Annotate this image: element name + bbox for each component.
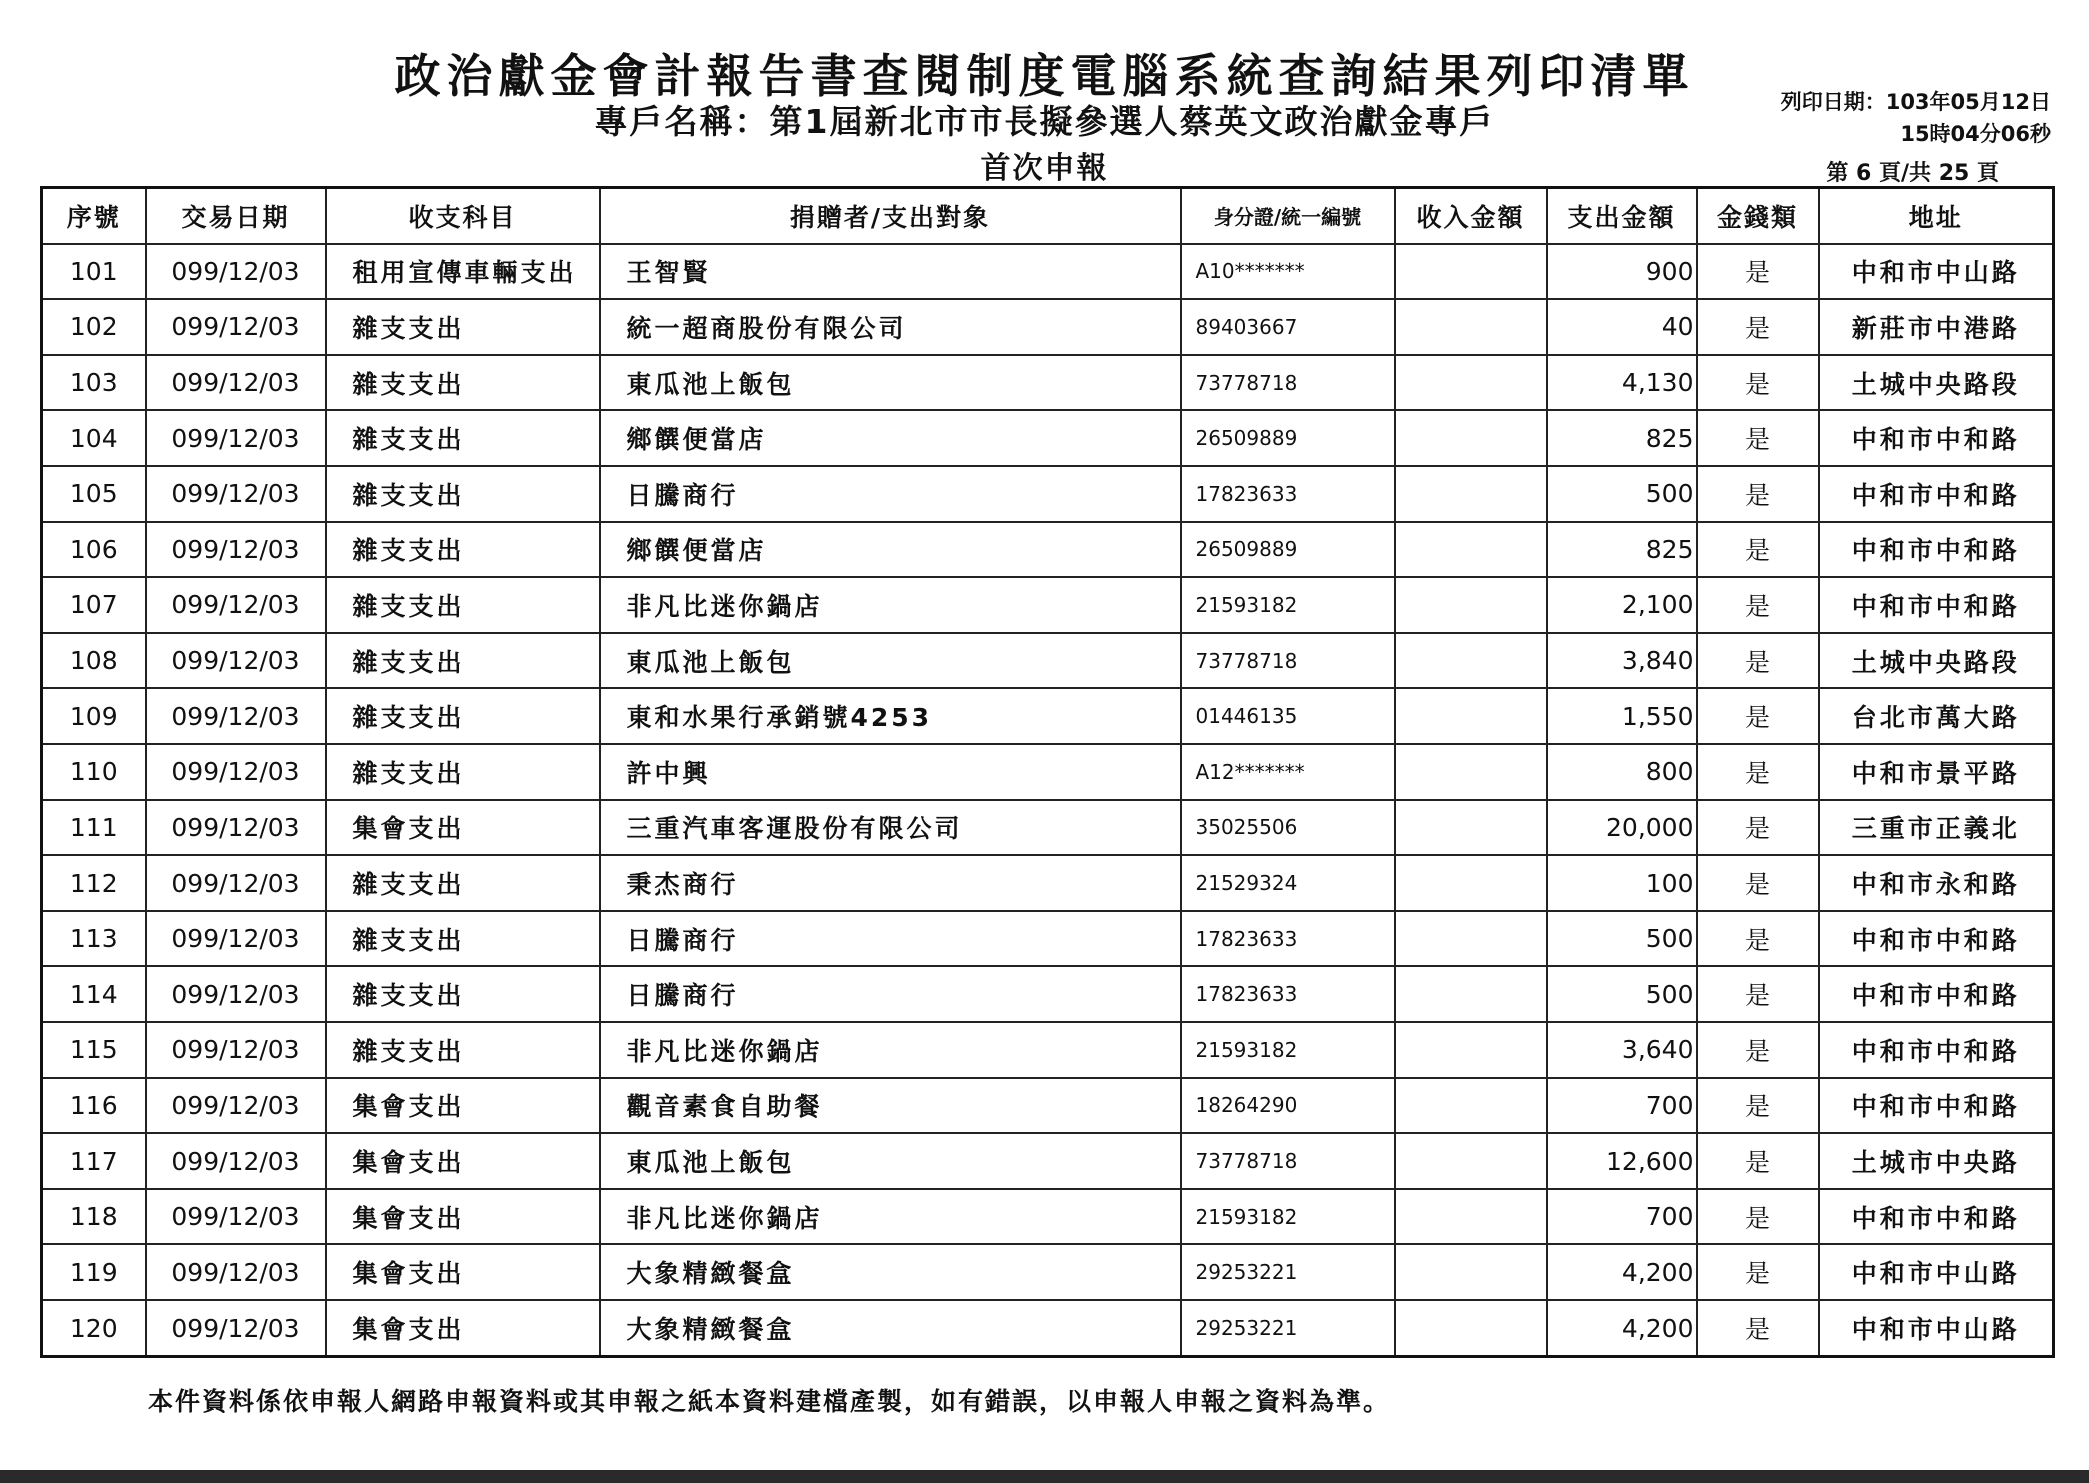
- cell-cash: 是: [1697, 299, 1819, 355]
- cell-id: 73778718: [1181, 1133, 1395, 1189]
- cell-id: 21593182: [1181, 577, 1395, 633]
- cell-expense: 825: [1547, 522, 1697, 578]
- cell-date: 099/12/03: [146, 299, 326, 355]
- cell-id: 73778718: [1181, 633, 1395, 689]
- cell-party: 三重汽車客運股份有限公司: [600, 800, 1181, 856]
- cell-party: 東瓜池上飯包: [600, 633, 1181, 689]
- cell-expense: 825: [1547, 410, 1697, 466]
- cell-seq: 119: [42, 1244, 146, 1300]
- cell-income: [1395, 577, 1547, 633]
- cell-address: 土城中央路段: [1819, 355, 2054, 411]
- cell-id: 29253221: [1181, 1300, 1395, 1356]
- cell-category: 集會支出: [326, 1300, 600, 1356]
- cell-party: 日騰商行: [600, 966, 1181, 1022]
- cell-id: 21529324: [1181, 855, 1395, 911]
- cell-cash: 是: [1697, 966, 1819, 1022]
- table-row: [42, 244, 2054, 300]
- cell-party: 秉杰商行: [600, 855, 1181, 911]
- cell-date: 099/12/03: [146, 466, 326, 522]
- cell-id: 01446135: [1181, 688, 1395, 744]
- table-row: [42, 744, 2054, 800]
- cell-address: 中和市中和路: [1819, 522, 2054, 578]
- cell-income: [1395, 355, 1547, 411]
- cell-income: [1395, 1022, 1547, 1078]
- cell-party: 東和水果行承銷號4253: [600, 688, 1181, 744]
- cell-seq: 103: [42, 355, 146, 411]
- cell-expense: 40: [1547, 299, 1697, 355]
- cell-seq: 108: [42, 633, 146, 689]
- cell-address: 中和市景平路: [1819, 744, 2054, 800]
- cell-category: 雜支支出: [326, 855, 600, 911]
- cell-date: 099/12/03: [146, 1078, 326, 1134]
- cell-id: 21593182: [1181, 1189, 1395, 1245]
- cell-seq: 112: [42, 855, 146, 911]
- table-row: [42, 966, 2054, 1022]
- cell-date: 099/12/03: [146, 800, 326, 856]
- col-header-category: 收支科目: [326, 188, 600, 244]
- cell-seq: 106: [42, 522, 146, 578]
- cell-expense: 4,200: [1547, 1244, 1697, 1300]
- cell-party: 非凡比迷你鍋店: [600, 1022, 1181, 1078]
- filing-type: 首次申報: [980, 151, 1109, 186]
- cell-seq: 104: [42, 410, 146, 466]
- col-header-date: 交易日期: [146, 188, 326, 244]
- cell-expense: 500: [1547, 466, 1697, 522]
- account-name: 專戶名稱：第1屆新北市市長擬參選人蔡英文政治獻金專戶: [594, 102, 1495, 141]
- cell-category: 雜支支出: [326, 355, 600, 411]
- cell-seq: 109: [42, 688, 146, 744]
- cell-category: 雜支支出: [326, 744, 600, 800]
- table-row: [42, 800, 2054, 856]
- cell-date: 099/12/03: [146, 633, 326, 689]
- cell-expense: 3,640: [1547, 1022, 1697, 1078]
- cell-seq: 101: [42, 244, 146, 300]
- cell-seq: 102: [42, 299, 146, 355]
- cell-income: [1395, 633, 1547, 689]
- cell-party: 許中興: [600, 744, 1181, 800]
- cell-address: 中和市中山路: [1819, 1244, 2054, 1300]
- cell-date: 099/12/03: [146, 1244, 326, 1300]
- table-row: [42, 855, 2054, 911]
- cell-seq: 110: [42, 744, 146, 800]
- cell-income: [1395, 410, 1547, 466]
- cell-date: 099/12/03: [146, 855, 326, 911]
- cell-party: 東瓜池上飯包: [600, 355, 1181, 411]
- cell-address: 中和市永和路: [1819, 855, 2054, 911]
- cell-cash: 是: [1697, 577, 1819, 633]
- cell-cash: 是: [1697, 355, 1819, 411]
- cell-income: [1395, 1189, 1547, 1245]
- table-row: [42, 911, 2054, 967]
- col-header-address: 地址: [1819, 188, 2054, 244]
- cell-income: [1395, 1244, 1547, 1300]
- cell-date: 099/12/03: [146, 1133, 326, 1189]
- cell-id: 17823633: [1181, 966, 1395, 1022]
- cell-address: 土城中央路段: [1819, 633, 2054, 689]
- cell-date: 099/12/03: [146, 688, 326, 744]
- cell-category: 雜支支出: [326, 911, 600, 967]
- table-row: [42, 1244, 2054, 1300]
- cell-party: 日騰商行: [600, 911, 1181, 967]
- cell-cash: 是: [1697, 911, 1819, 967]
- cell-party: 東瓜池上飯包: [600, 1133, 1181, 1189]
- cell-category: 集會支出: [326, 1078, 600, 1134]
- cell-address: 中和市中和路: [1819, 410, 2054, 466]
- cell-expense: 3,840: [1547, 633, 1697, 689]
- cell-category: 雜支支出: [326, 410, 600, 466]
- cell-cash: 是: [1697, 744, 1819, 800]
- col-header-expense: 支出金額: [1547, 188, 1697, 244]
- footer-note: 本件資料係依申報人網路申報資料或其申報之紙本資料建檔產製，如有錯誤，以申報人申報之資料為準。: [148, 1387, 1391, 1416]
- cell-cash: 是: [1697, 1022, 1819, 1078]
- table-row: [42, 688, 2054, 744]
- transactions-table: [40, 186, 2055, 1358]
- cell-category: 雜支支出: [326, 466, 600, 522]
- cell-id: 26509889: [1181, 410, 1395, 466]
- cell-id: A12*******: [1181, 744, 1395, 800]
- cell-income: [1395, 1300, 1547, 1356]
- cell-party: 大象精緻餐盒: [600, 1300, 1181, 1356]
- cell-date: 099/12/03: [146, 1189, 326, 1245]
- table-header-row: [42, 188, 2054, 244]
- cell-income: [1395, 688, 1547, 744]
- cell-seq: 117: [42, 1133, 146, 1189]
- cell-id: 89403667: [1181, 299, 1395, 355]
- table-row: [42, 1133, 2054, 1189]
- cell-category: 集會支出: [326, 1244, 600, 1300]
- cell-party: 非凡比迷你鍋店: [600, 1189, 1181, 1245]
- cell-expense: 20,000: [1547, 800, 1697, 856]
- cell-cash: 是: [1697, 1078, 1819, 1134]
- table-body: [42, 244, 2054, 1357]
- cell-address: 中和市中和路: [1819, 1022, 2054, 1078]
- cell-cash: 是: [1697, 244, 1819, 300]
- cell-party: 非凡比迷你鍋店: [600, 577, 1181, 633]
- table-row: [42, 1189, 2054, 1245]
- col-header-party: 捐贈者/支出對象: [600, 188, 1181, 244]
- table-row: [42, 410, 2054, 466]
- cell-party: 大象精緻餐盒: [600, 1244, 1181, 1300]
- cell-date: 099/12/03: [146, 911, 326, 967]
- cell-category: 雜支支出: [326, 966, 600, 1022]
- cell-cash: 是: [1697, 688, 1819, 744]
- cell-cash: 是: [1697, 633, 1819, 689]
- cell-party: 王智賢: [600, 244, 1181, 300]
- cell-cash: 是: [1697, 1300, 1819, 1356]
- cell-seq: 113: [42, 911, 146, 967]
- cell-category: 雜支支出: [326, 299, 600, 355]
- cell-income: [1395, 1078, 1547, 1134]
- cell-party: 鄉饌便當店: [600, 522, 1181, 578]
- cell-id: 17823633: [1181, 911, 1395, 967]
- print-date: 列印日期：103年05月12日: [1780, 90, 2051, 114]
- cell-party: 觀音素食自助餐: [600, 1078, 1181, 1134]
- bottom-rule: [0, 1470, 2089, 1483]
- cell-cash: 是: [1697, 522, 1819, 578]
- cell-income: [1395, 800, 1547, 856]
- table-row: [42, 633, 2054, 689]
- cell-expense: 100: [1547, 855, 1697, 911]
- cell-date: 099/12/03: [146, 355, 326, 411]
- cell-party: 日騰商行: [600, 466, 1181, 522]
- cell-date: 099/12/03: [146, 966, 326, 1022]
- cell-date: 099/12/03: [146, 410, 326, 466]
- cell-category: 雜支支出: [326, 633, 600, 689]
- cell-expense: 12,600: [1547, 1133, 1697, 1189]
- table-row: [42, 355, 2054, 411]
- table-row: [42, 577, 2054, 633]
- cell-address: 中和市中和路: [1819, 577, 2054, 633]
- cell-cash: 是: [1697, 855, 1819, 911]
- cell-expense: 2,100: [1547, 577, 1697, 633]
- cell-expense: 500: [1547, 911, 1697, 967]
- cell-category: 雜支支出: [326, 522, 600, 578]
- cell-address: 中和市中和路: [1819, 966, 2054, 1022]
- cell-income: [1395, 744, 1547, 800]
- table-row: [42, 1022, 2054, 1078]
- print-info: [1781, 86, 2051, 150]
- cell-date: 099/12/03: [146, 577, 326, 633]
- cell-cash: 是: [1697, 466, 1819, 522]
- table-row: [42, 522, 2054, 578]
- cell-expense: 900: [1547, 244, 1697, 300]
- cell-address: 中和市中和路: [1819, 1078, 2054, 1134]
- cell-income: [1395, 1133, 1547, 1189]
- cell-cash: 是: [1697, 410, 1819, 466]
- cell-seq: 105: [42, 466, 146, 522]
- cell-category: 租用宣傳車輛支出: [326, 244, 600, 300]
- cell-income: [1395, 966, 1547, 1022]
- cell-cash: 是: [1697, 1244, 1819, 1300]
- cell-seq: 118: [42, 1189, 146, 1245]
- cell-seq: 120: [42, 1300, 146, 1356]
- cell-address: 中和市中和路: [1819, 466, 2054, 522]
- cell-category: 雜支支出: [326, 688, 600, 744]
- page-indicator: 第 6 頁/共 25 頁: [1826, 161, 1999, 186]
- cell-category: 集會支出: [326, 1189, 600, 1245]
- table-row: [42, 1078, 2054, 1134]
- cell-expense: 800: [1547, 744, 1697, 800]
- cell-id: 26509889: [1181, 522, 1395, 578]
- cell-cash: 是: [1697, 1133, 1819, 1189]
- cell-income: [1395, 522, 1547, 578]
- cell-income: [1395, 855, 1547, 911]
- col-header-seq: 序號: [42, 188, 146, 244]
- cell-seq: 107: [42, 577, 146, 633]
- cell-address: 中和市中和路: [1819, 911, 2054, 967]
- cell-expense: 700: [1547, 1078, 1697, 1134]
- table-row: [42, 466, 2054, 522]
- cell-address: 新莊市中港路: [1819, 299, 2054, 355]
- cell-id: 21593182: [1181, 1022, 1395, 1078]
- cell-income: [1395, 911, 1547, 967]
- cell-seq: 111: [42, 800, 146, 856]
- cell-id: A10*******: [1181, 244, 1395, 300]
- col-header-cash: 金錢類: [1697, 188, 1819, 244]
- cell-expense: 1,550: [1547, 688, 1697, 744]
- cell-income: [1395, 244, 1547, 300]
- table-row: [42, 299, 2054, 355]
- cell-seq: 116: [42, 1078, 146, 1134]
- cell-address: 中和市中和路: [1819, 1189, 2054, 1245]
- cell-category: 集會支出: [326, 800, 600, 856]
- cell-party: 鄉饌便當店: [600, 410, 1181, 466]
- cell-id: 35025506: [1181, 800, 1395, 856]
- cell-address: 土城市中央路: [1819, 1133, 2054, 1189]
- cell-id: 18264290: [1181, 1078, 1395, 1134]
- cell-address: 三重市正義北: [1819, 800, 2054, 856]
- cell-income: [1395, 299, 1547, 355]
- cell-date: 099/12/03: [146, 1022, 326, 1078]
- cell-party: 統一超商股份有限公司: [600, 299, 1181, 355]
- cell-expense: 700: [1547, 1189, 1697, 1245]
- print-time: 15時04分06秒: [1900, 122, 2051, 146]
- cell-income: [1395, 466, 1547, 522]
- cell-date: 099/12/03: [146, 522, 326, 578]
- cell-address: 中和市中山路: [1819, 1300, 2054, 1356]
- cell-expense: 4,200: [1547, 1300, 1697, 1356]
- cell-category: 集會支出: [326, 1133, 600, 1189]
- cell-category: 雜支支出: [326, 577, 600, 633]
- table-row: [42, 1300, 2054, 1356]
- cell-id: 17823633: [1181, 466, 1395, 522]
- cell-category: 雜支支出: [326, 1022, 600, 1078]
- cell-expense: 500: [1547, 966, 1697, 1022]
- cell-expense: 4,130: [1547, 355, 1697, 411]
- cell-seq: 115: [42, 1022, 146, 1078]
- cell-date: 099/12/03: [146, 1300, 326, 1356]
- cell-date: 099/12/03: [146, 244, 326, 300]
- report-title: 政治獻金會計報告書查閱制度電腦系統查詢結果列印清單: [394, 49, 1695, 103]
- cell-id: 29253221: [1181, 1244, 1395, 1300]
- cell-address: 中和市中山路: [1819, 244, 2054, 300]
- cell-seq: 114: [42, 966, 146, 1022]
- cell-date: 099/12/03: [146, 744, 326, 800]
- cell-cash: 是: [1697, 1189, 1819, 1245]
- col-header-id: 身分證/統一編號: [1181, 188, 1395, 244]
- cell-id: 73778718: [1181, 355, 1395, 411]
- cell-cash: 是: [1697, 800, 1819, 856]
- cell-address: 台北市萬大路: [1819, 688, 2054, 744]
- col-header-income: 收入金額: [1395, 188, 1547, 244]
